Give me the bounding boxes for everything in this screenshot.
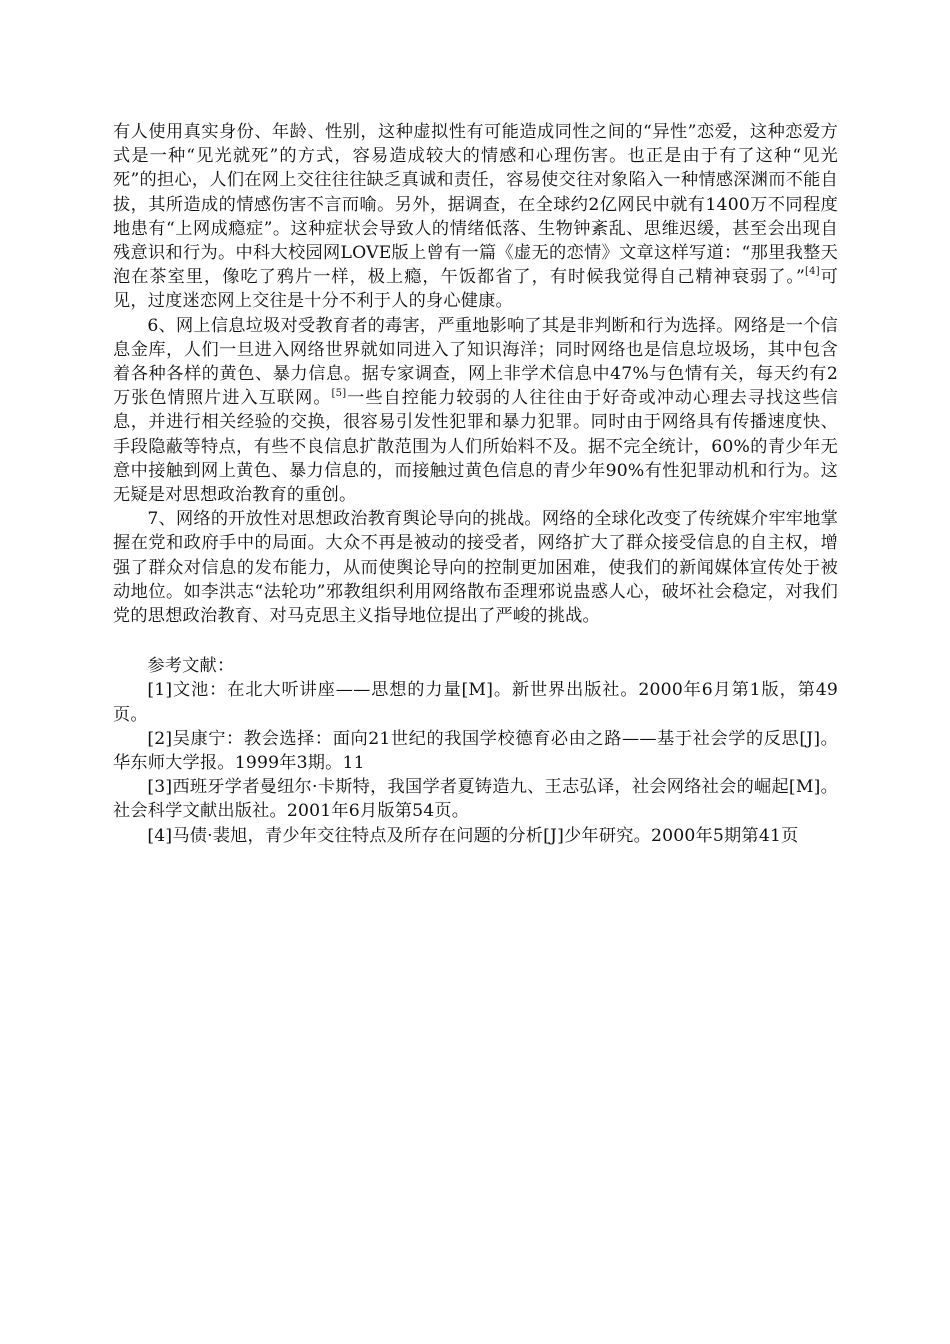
reference-item-4: [4]马债·裴旭，青少年交往特点及所存在问题的分析[J]少年研究。2000年5期第41页 xyxy=(147,825,799,846)
citation-mark-5: [5] xyxy=(331,387,347,399)
body-paragraph-7 xyxy=(113,507,838,628)
document-page xyxy=(113,120,838,848)
body-paragraph-6 xyxy=(113,314,838,508)
paragraph-text: 可见，过度迷恋网上交往是十分不利于人的身心健康。 xyxy=(113,267,838,312)
reference-item-2: [2]吴康宁：教会选择：面向21世纪的我国学校德育必由之路——基于社会学的反思[J]。华东师大学报。1999年3期。11 xyxy=(113,728,838,774)
paragraph-text: 一些自控能力较弱的人往往由于好奇或冲动心理去寻找这些信息，并进行相关经验的交换，很容易引发性犯罪和暴力犯罪。同时由于网络具有传播速度快、手段隐蔽等特点，有些不良信息扩散范围为人们所始料不及。据不完全统计，60%的青少年无意中接触到网上黄色、暴力信息的，而接触过黄色信息的青少年90%有性犯罪动机和行为。这无疑是对思想政治教育的重创。 xyxy=(113,388,838,506)
body-paragraph-1 xyxy=(113,120,838,314)
reference-item-3: [3]西班牙学者曼纽尔·卡斯特，我国学者夏铸造九、王志弘译，社会网络社会的崛起[M]。社会科学文献出版社。2001年6月版第54页。 xyxy=(113,777,838,822)
references-heading: 参考文献： xyxy=(147,656,235,677)
citation-mark-4: [4] xyxy=(805,266,820,278)
reference-item-1: [1]文池：在北大听讲座——思想的力量[M]。新世界出版社。2000年6月第1版，第49页。 xyxy=(113,680,838,725)
paragraph-text: 有人使用真实身份、年龄、性别，这种虚拟性有可能造成同性之间的“异性”恋爱，这种恋爱方式是一种“见光就死”的方式，容易造成较大的情感和心理伤害。也正是由于有了这种“见光死”的担心，人们在网上交往往往缺乏真诚和责任，容易使交往对象陷入一种情感深渊而不能自拔，其所造成的情感伤害不言而喻。另外，据调查，在全球约2亿网民中就有1400万不同程度地患有“上网成瘾症”。这种症状会导致人的情绪低落、生物钟紊乱、思维迟缓，甚至会出现自残意识和行为。中科大校园网LOVE版上曾有一篇《虚无的恋情》文章这样写道：“那里我整天泡在茶室里，像吃了鸦片一样，极上瘾，午饭都省了，有时候我觉得自己精神衰弱了。” xyxy=(113,122,838,288)
paragraph-text: 6、网上信息垃圾对受教育者的毒害，严重地影响了其是非判断和行为选择。网络是一个信息金库，人们一旦进入网络世界就如同进入了知识海洋；同时网络也是信息垃圾场，其中包含着各种各样的黄色、暴力信息。据专家调查，网上非学术信息中47%与色情有关，每天约有2万张色情照片进入互联网。 xyxy=(113,315,838,409)
paragraph-text: 7、网络的开放性对思想政治教育舆论导向的挑战。网络的全球化改变了传统媒介牢牢地掌握在党和政府手中的局面。大众不再是被动的接受者，网络扩大了群众接受信息的自主权，增强了群众对信息的发布能力，从而使舆论导向的控制更加困难，使我们的新闻媒体宣传处于被动地位。如李洪志“法轮功”邪教组织利用网络散布歪理邪说蛊惑人心，破坏社会稳定，对我们党的思想政治教育、对马克思主义指导地位提出了严峻的挑战。 xyxy=(113,509,838,627)
